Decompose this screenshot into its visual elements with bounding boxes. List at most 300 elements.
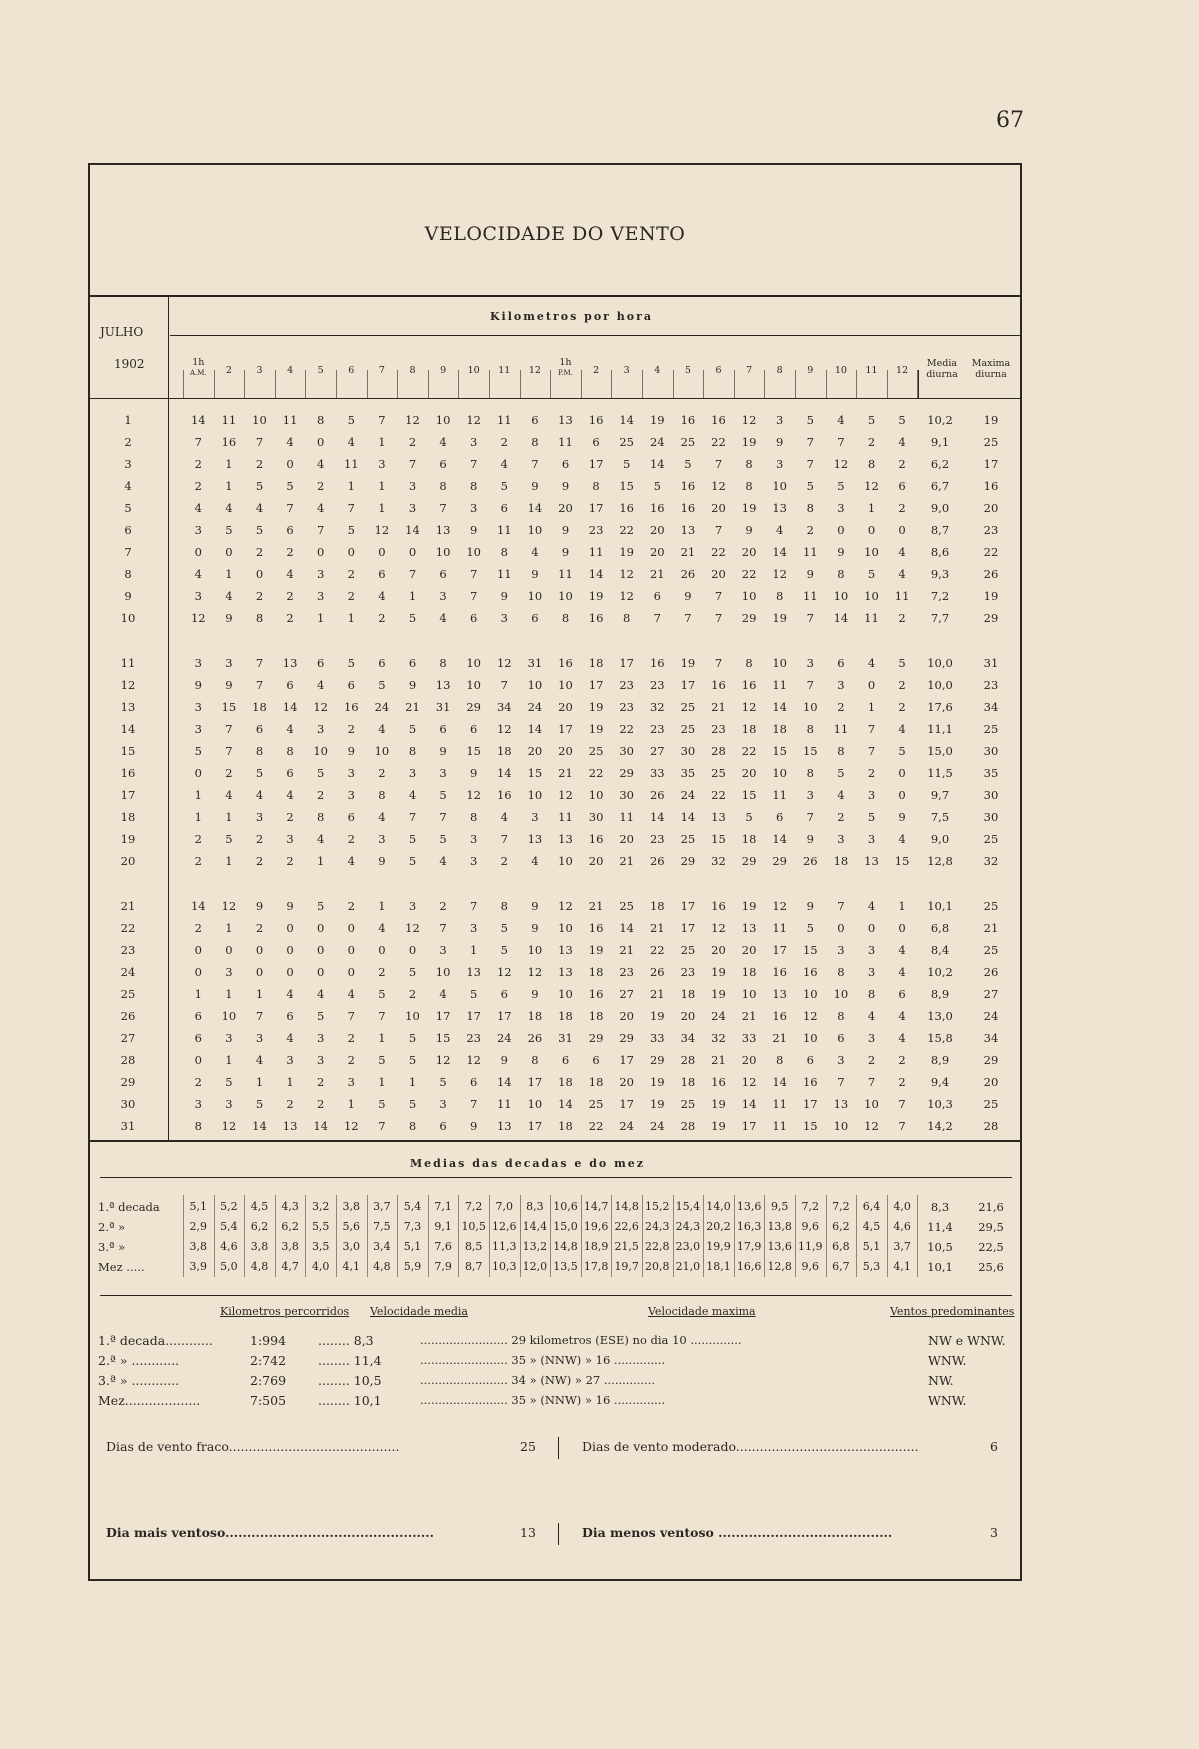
media-diurna: 9,4 [930, 1075, 950, 1089]
maxima-diurna: 28 [983, 1119, 999, 1133]
hour-header-main: 12 [528, 365, 541, 376]
hour-value: 6 [898, 479, 906, 493]
hour-value: 22 [741, 567, 757, 581]
hour-value: 15 [741, 788, 757, 802]
hour-value: 4 [225, 788, 233, 802]
hour-value: 5 [439, 788, 447, 802]
hour-value: 19 [619, 545, 634, 559]
hour-value: 7 [714, 611, 723, 625]
hour-value: 1 [470, 943, 478, 957]
hour-value: 3 [194, 656, 202, 670]
hour-value: 17 [588, 501, 604, 515]
hour-value: 9 [470, 766, 478, 780]
hour-value: 6 [531, 611, 539, 625]
avg-col-divider [397, 1195, 398, 1277]
media-diurna: 6,2 [930, 457, 950, 471]
hour-value: 14 [252, 1119, 267, 1133]
hour-header-main: 11 [865, 365, 878, 376]
hour-value: 12 [864, 479, 879, 493]
hour-value: 5 [898, 744, 906, 758]
hour-value: 3 [470, 435, 478, 449]
hour-value: 12 [466, 1053, 481, 1067]
hour-value: 4 [898, 832, 906, 846]
dia-menos-label: Dia menos ventoso ........................................ [582, 1525, 893, 1540]
average-maxima: 22,5 [978, 1240, 1004, 1254]
hour-value: 15 [711, 832, 726, 846]
hour-value: 7 [867, 744, 876, 758]
hour-value: 2 [898, 1075, 906, 1089]
col-divider [673, 370, 674, 398]
hour-value: 10 [527, 523, 543, 537]
hour-value: 6 [653, 589, 661, 603]
hour-value: 7 [470, 567, 478, 581]
hour-value: 4 [378, 589, 386, 603]
media-diurna: 10,2 [927, 413, 953, 427]
hour-value: 9 [194, 678, 202, 692]
maxima-diurna: 31 [983, 656, 999, 670]
maxima-diurna: 25 [983, 943, 999, 957]
hour-value: 10 [558, 678, 573, 692]
hour-value: 3 [408, 479, 417, 493]
hour-value: 13 [772, 987, 787, 1001]
hour-value: 14 [619, 921, 634, 935]
hour-value: 25 [680, 435, 696, 449]
hour-header-main: 8 [776, 365, 783, 376]
avg-col-divider [673, 1195, 674, 1277]
hour-value: 2 [255, 854, 264, 868]
average-value: 2,9 [189, 1220, 208, 1233]
hour-value: 3 [837, 832, 845, 846]
hour-value: 2 [347, 899, 355, 913]
hour-value: 4 [347, 987, 355, 1001]
hour-value: 1 [317, 854, 325, 868]
averages-label: Medias das decadas e do mez [410, 1157, 645, 1170]
hour-value: 2 [225, 766, 233, 780]
media-diurna: 14,2 [927, 1119, 953, 1133]
hour-value: 25 [588, 744, 604, 758]
day-number: 30 [120, 1097, 136, 1111]
hour-value: 2 [194, 479, 202, 493]
hour-value: 3 [867, 832, 876, 846]
hour-value: 10 [466, 545, 481, 559]
hour-value: 13 [711, 810, 726, 824]
hour-value: 19 [588, 589, 604, 603]
hour-value: 14 [282, 700, 298, 714]
hour-value: 18 [680, 1075, 696, 1089]
hour-value: 12 [466, 413, 481, 427]
hour-header [673, 365, 704, 376]
average-value: 5,4 [220, 1220, 238, 1233]
hour-value: 6 [806, 1053, 814, 1067]
hour-value: 16 [741, 678, 757, 692]
hour-value: 4 [439, 987, 447, 1001]
average-value: 15,0 [553, 1220, 578, 1233]
hour-value: 5 [439, 1075, 447, 1089]
hour-value: 10 [772, 656, 787, 670]
hour-value: 13 [435, 523, 451, 537]
hour-value: 2 [378, 611, 386, 625]
hour-value: 10 [558, 854, 573, 868]
hour-value: 9 [439, 744, 447, 758]
hour-value: 0 [867, 523, 876, 537]
media-diurna: 10,1 [927, 899, 953, 913]
average-value: 4,8 [373, 1260, 391, 1273]
wind-speed-table [88, 163, 1022, 1581]
hour-value: 7 [806, 678, 814, 692]
hour-header-main: 6 [348, 365, 355, 376]
hour-value: 4 [286, 567, 294, 581]
hour-value: 8 [745, 656, 753, 670]
hour-value: 8 [776, 589, 784, 603]
hour-value: 22 [619, 523, 634, 537]
hour-value: 19 [711, 1097, 726, 1111]
summary-header-media: Velocidade media [370, 1305, 468, 1318]
average-value: 21,5 [614, 1240, 639, 1253]
year-label: 1902 [114, 357, 145, 371]
hour-value: 4 [286, 987, 294, 1001]
average-value: 9,1 [434, 1220, 452, 1233]
hour-header-main: 5 [684, 365, 691, 376]
page-number: 67 [996, 108, 1024, 133]
hour-value: 30 [588, 810, 604, 824]
hour-value: 20 [527, 744, 543, 758]
hour-value: 3 [470, 854, 478, 868]
hour-value: 13 [282, 1119, 298, 1133]
hour-value: 4 [531, 854, 539, 868]
hour-value: 29 [466, 700, 481, 714]
average-value: 5,2 [220, 1200, 238, 1213]
media-diurna: 7,7 [930, 611, 950, 625]
average-value: 11,9 [798, 1240, 823, 1253]
hour-value: 3 [317, 722, 325, 736]
hour-value: 9 [347, 744, 355, 758]
hour-value: 25 [619, 435, 634, 449]
hour-value: 9 [286, 899, 294, 913]
hour-value: 21 [680, 545, 696, 559]
hour-value: 4 [286, 1031, 294, 1045]
hour-value: 2 [255, 921, 264, 935]
media-diurna: 12,8 [927, 854, 953, 868]
hour-value: 2 [347, 722, 355, 736]
hour-value: 1 [225, 457, 233, 471]
hour-value: 12 [496, 656, 512, 670]
hour-value: 14 [833, 611, 849, 625]
maxima-diurna: 29 [983, 1053, 999, 1067]
hour-value: 2 [378, 965, 386, 979]
hour-value: 2 [194, 854, 202, 868]
hour-value: 6 [439, 457, 447, 471]
hour-value: 21 [558, 766, 573, 780]
hour-value: 4 [439, 435, 447, 449]
hour-value: 13 [558, 943, 573, 957]
average-label: Mez ..... [98, 1260, 145, 1274]
hour-value: 7 [470, 589, 478, 603]
hour-value: 3 [837, 943, 845, 957]
hour-value: 14 [527, 501, 543, 515]
averages-rule [100, 1177, 1012, 1178]
hour-value: 8 [531, 1053, 539, 1067]
average-value: 5,4 [403, 1200, 422, 1213]
average-value: 8,3 [526, 1200, 544, 1213]
hour-value: 1 [347, 479, 355, 493]
hour-value: 24 [619, 1119, 634, 1133]
hour-value: 10 [527, 788, 543, 802]
hour-value: 0 [408, 545, 417, 559]
hour-value: 19 [711, 987, 726, 1001]
dias-fraco-label: Dias de vento fraco........................................... [106, 1439, 400, 1454]
hour-value: 8 [531, 435, 539, 449]
average-value: 6,4 [862, 1200, 881, 1213]
hour-value: 26 [680, 567, 696, 581]
hour-value: 20 [711, 501, 726, 515]
hour-value: 12 [221, 899, 237, 913]
hour-value: 17 [802, 1097, 818, 1111]
header-bottom-rule [90, 398, 1020, 399]
hour-header [734, 365, 765, 376]
hour-value: 22 [741, 744, 757, 758]
hour-value: 4 [194, 501, 202, 515]
hour-value: 0 [898, 921, 906, 935]
hour-value: 2 [378, 766, 386, 780]
hour-value: 5 [194, 744, 202, 758]
hour-value: 2 [867, 766, 876, 780]
hour-value: 2 [898, 1053, 906, 1067]
hour-value: 2 [286, 1097, 294, 1111]
average-value: 13,6 [736, 1200, 762, 1213]
hour-value: 11 [833, 722, 849, 736]
hour-value: 4 [317, 457, 325, 471]
average-value: 14,0 [706, 1200, 731, 1213]
media-diurna: 10,3 [927, 1097, 953, 1111]
hour-value: 0 [194, 545, 202, 559]
hour-value: 1 [194, 987, 202, 1001]
hour-value: 2 [286, 810, 294, 824]
hour-value: 19 [649, 1097, 665, 1111]
hour-value: 14 [405, 523, 420, 537]
hour-value: 15 [802, 943, 818, 957]
hour-value: 21 [741, 1009, 757, 1023]
hour-value: 22 [711, 435, 726, 449]
separator-1 [558, 1437, 559, 1459]
hour-value: 3 [408, 899, 417, 913]
hour-value: 8 [378, 788, 386, 802]
hour-header [520, 365, 551, 376]
hour-value: 6 [286, 1009, 294, 1023]
hour-value: 3 [867, 1031, 876, 1045]
hour-value: 5 [837, 766, 845, 780]
hour-value: 6 [347, 678, 355, 692]
hour-value: 9 [225, 678, 233, 692]
hour-value: 6 [837, 1031, 845, 1045]
hour-value: 16 [649, 656, 665, 670]
average-value: 4,0 [311, 1260, 330, 1273]
hour-value: 16 [680, 501, 696, 515]
hour-value: 7 [714, 523, 723, 537]
hour-value: 10 [588, 788, 604, 802]
hour-value: 16 [711, 413, 726, 427]
hour-value: 8 [286, 744, 294, 758]
average-media: 11,4 [927, 1220, 953, 1234]
hour-value: 6 [255, 722, 264, 736]
hour-value: 3 [806, 656, 814, 670]
hour-value: 1 [378, 435, 386, 449]
hour-value: 12 [741, 413, 757, 427]
avg-col-divider [856, 1195, 857, 1277]
group-rule [170, 335, 1022, 336]
hour-value: 2 [500, 854, 508, 868]
average-media: 10,5 [927, 1240, 953, 1254]
summary-header-ventos: Ventos predominantes [890, 1305, 1015, 1318]
hour-value: 3 [225, 965, 233, 979]
hour-value: 4 [898, 943, 906, 957]
day-number: 18 [120, 810, 136, 824]
hour-value: 7 [714, 457, 723, 471]
maxima-diurna: 22 [983, 545, 999, 559]
hour-value: 2 [194, 921, 202, 935]
hour-value: 7 [714, 656, 723, 670]
hour-value: 5 [255, 766, 264, 780]
average-value: 15,2 [645, 1200, 670, 1213]
hour-value: 18 [588, 1009, 604, 1023]
average-value: 6,8 [832, 1240, 850, 1253]
hour-header [611, 365, 642, 376]
hour-value: 17 [588, 457, 604, 471]
hour-value: 2 [408, 435, 417, 449]
hour-value: 14 [496, 766, 512, 780]
maxima-diurna: 34 [983, 1031, 999, 1045]
hour-value: 10 [527, 589, 543, 603]
hour-value: 20 [711, 567, 726, 581]
dia-mais-label: Dia mais ventoso................................................ [106, 1525, 434, 1540]
hour-value: 10 [864, 1097, 879, 1111]
hour-value: 12 [741, 700, 757, 714]
hour-value: 5 [408, 832, 417, 846]
hour-value: 0 [898, 788, 906, 802]
hour-value: 23 [649, 832, 665, 846]
hour-header [887, 365, 918, 376]
dia-menos-value: 3 [990, 1525, 998, 1540]
col-divider-media [918, 370, 919, 398]
hour-value: 3 [225, 656, 233, 670]
day-number: 21 [120, 899, 136, 913]
hour-value: 16 [588, 413, 604, 427]
hour-value: 11 [619, 810, 634, 824]
hour-value: 10 [558, 589, 573, 603]
average-value: 18,1 [706, 1260, 731, 1273]
maxima-diurna: 20 [983, 501, 999, 515]
hour-value: 7 [225, 722, 233, 736]
hour-value: 12 [772, 567, 787, 581]
hour-value: 10 [435, 965, 451, 979]
hour-value: 14 [190, 899, 206, 913]
hour-value: 20 [649, 545, 665, 559]
hour-value: 2 [317, 479, 325, 493]
hour-value: 10 [405, 1009, 420, 1023]
hour-value: 9 [531, 987, 539, 1001]
avg-col-divider [305, 1195, 306, 1277]
hour-value: 5 [408, 722, 417, 736]
maxima-diurna: 19 [983, 413, 999, 427]
hour-value: 4 [286, 435, 294, 449]
hour-value: 25 [680, 722, 696, 736]
hour-value: 2 [255, 589, 264, 603]
hour-value: 14 [741, 1097, 757, 1111]
hour-value: 17 [619, 1097, 634, 1111]
summary-maxima: ........................ 35 » (NNW) » 16 .............. [420, 1393, 666, 1407]
average-value: 19,6 [583, 1220, 609, 1233]
hour-value: 13 [466, 965, 481, 979]
hour-value: 7 [470, 457, 478, 471]
hour-value: 14 [496, 1075, 512, 1089]
hour-value: 10 [466, 656, 481, 670]
hour-value: 21 [772, 1031, 787, 1045]
hour-value: 12 [741, 1075, 757, 1089]
hour-value: 3 [776, 413, 784, 427]
avg-col-divider [887, 1195, 888, 1277]
hour-value: 5 [408, 1053, 417, 1067]
col-divider [795, 370, 796, 398]
hour-value: 10 [558, 987, 573, 1001]
hour-value: 5 [408, 854, 417, 868]
maxima-diurna: 30 [983, 788, 999, 802]
summary-km: 2:742 [250, 1353, 287, 1368]
hour-value: 0 [255, 943, 264, 957]
hour-value: 14 [190, 413, 206, 427]
hour-value: 2 [806, 523, 814, 537]
hour-value: 8 [408, 1119, 417, 1133]
average-value: 4,5 [250, 1200, 269, 1213]
average-value: 19,9 [706, 1240, 731, 1253]
hour-value: 3 [255, 810, 264, 824]
hour-value: 0 [867, 678, 876, 692]
hour-value: 10 [466, 678, 481, 692]
hour-value: 16 [680, 479, 696, 493]
hour-value: 12 [496, 965, 512, 979]
maxima-diurna: 17 [983, 457, 999, 471]
hour-value: 6 [500, 501, 508, 515]
hour-header [489, 365, 520, 376]
hour-value: 3 [408, 766, 417, 780]
day-number: 4 [124, 479, 132, 493]
hour-value: 6 [378, 656, 386, 670]
hour-value: 6 [837, 656, 845, 670]
average-value: 4,7 [281, 1260, 299, 1273]
average-value: 3,7 [373, 1200, 391, 1213]
average-value: 24,3 [645, 1220, 670, 1233]
hour-value: 9 [806, 832, 814, 846]
hour-value: 1 [378, 1031, 386, 1045]
dia-mais-value: 13 [520, 1525, 536, 1540]
hour-value: 25 [711, 766, 726, 780]
hour-value: 6 [286, 766, 294, 780]
hour-value: 22 [711, 788, 726, 802]
average-value: 3,8 [189, 1240, 208, 1253]
hour-value: 2 [286, 589, 294, 603]
hour-header-main: 9 [440, 365, 447, 376]
hour-value: 4 [317, 832, 325, 846]
hour-value: 5 [408, 1031, 417, 1045]
hour-value: 11 [558, 435, 573, 449]
media-diurna: 7,2 [930, 589, 950, 603]
hour-header-main: 10 [834, 365, 847, 376]
hour-value: 3 [837, 678, 845, 692]
hour-value: 9 [378, 854, 386, 868]
col-divider [336, 370, 337, 398]
hour-value: 12 [496, 722, 512, 736]
hour-value: 5 [684, 457, 692, 471]
summary-km: 1:994 [250, 1333, 287, 1348]
media-diurna: 6,7 [930, 479, 950, 493]
